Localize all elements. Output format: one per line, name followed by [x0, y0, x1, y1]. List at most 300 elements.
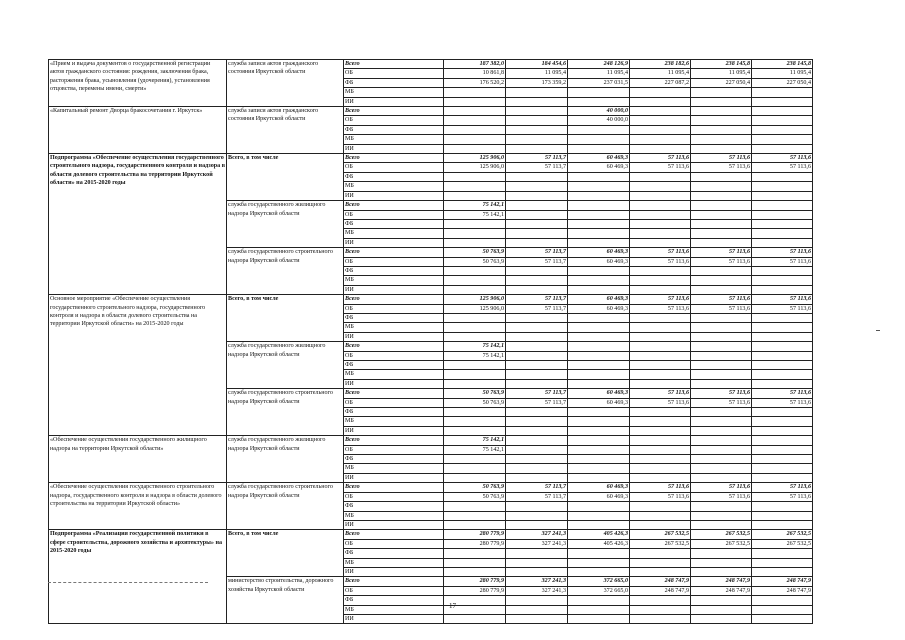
funding-source-cell: ФБ [344, 408, 444, 417]
amount-cell [568, 361, 630, 370]
amount-cell [444, 313, 506, 322]
program-name-cell: Основное мероприятие «Обеспечение осуществления государственного строительного надзора, государственного контроля и надзора в области долевого строительства на территории Иркутской области» на 2015-2020 годы [49, 295, 227, 436]
amount-cell [506, 116, 568, 125]
amount-cell [506, 520, 568, 529]
amount-cell: 280 779,9 [444, 530, 506, 539]
funding-source-cell: ИИ [344, 144, 444, 153]
funding-source-cell: ОБ [344, 257, 444, 266]
funding-source-cell: МБ [344, 323, 444, 332]
amount-cell [691, 379, 752, 388]
amount-cell [752, 210, 813, 219]
amount-cell [630, 370, 691, 379]
amount-cell [630, 558, 691, 567]
amount-cell: 125 906,0 [444, 154, 506, 163]
amount-cell [752, 351, 813, 360]
amount-cell [752, 229, 813, 238]
funding-source-cell: ФБ [344, 266, 444, 275]
amount-cell [568, 125, 630, 134]
amount-cell [506, 464, 568, 473]
edge-mark [876, 330, 880, 331]
amount-cell [444, 567, 506, 576]
amount-cell [444, 455, 506, 464]
amount-cell: 57 113,6 [691, 492, 752, 501]
amount-cell: 125 906,0 [444, 163, 506, 172]
amount-cell [630, 379, 691, 388]
amount-cell: 60 469,3 [568, 163, 630, 172]
amount-cell [630, 285, 691, 294]
amount-cell: 57 113,7 [506, 257, 568, 266]
amount-cell: 57 113,7 [506, 295, 568, 304]
amount-cell [691, 520, 752, 529]
amount-cell [568, 285, 630, 294]
amount-cell [691, 313, 752, 322]
amount-cell: 267 532,5 [630, 530, 691, 539]
amount-cell [568, 473, 630, 482]
amount-cell [444, 276, 506, 285]
funding-source-cell: ИИ [344, 97, 444, 106]
funding-source-cell: Всего [344, 436, 444, 445]
executor-cell: служба государственного жилищного надзора Иркутской области [227, 201, 344, 248]
amount-cell [630, 210, 691, 219]
table-row [49, 483, 813, 492]
amount-cell: 227 087,2 [630, 78, 691, 87]
amount-cell [506, 351, 568, 360]
amount-cell: 75 142,1 [444, 210, 506, 219]
amount-cell [506, 107, 568, 116]
funding-source-cell: ОБ [344, 539, 444, 548]
amount-cell [568, 426, 630, 435]
amount-cell [630, 107, 691, 116]
amount-cell [691, 614, 752, 623]
funding-source-cell: ФБ [344, 219, 444, 228]
executor-cell: служба государственного жилищного надзора Иркутской области [227, 436, 344, 483]
funding-source-cell: МБ [344, 88, 444, 97]
amount-cell: 57 113,7 [506, 398, 568, 407]
amount-cell [752, 285, 813, 294]
amount-cell [506, 238, 568, 247]
table-row [49, 60, 813, 69]
amount-cell [506, 210, 568, 219]
amount-cell: 57 113,6 [691, 389, 752, 398]
amount-cell [752, 238, 813, 247]
amount-cell: 57 113,6 [691, 483, 752, 492]
amount-cell [630, 445, 691, 454]
executor-cell: Всего, в том числе [227, 295, 344, 342]
amount-cell [691, 370, 752, 379]
amount-cell [568, 558, 630, 567]
funding-source-cell: ФБ [344, 455, 444, 464]
amount-cell: 267 532,5 [752, 530, 813, 539]
amount-cell: 57 113,6 [752, 304, 813, 313]
executor-cell: министерство строительства, дорожного хозяйства Иркутской области [227, 577, 344, 624]
amount-cell: 57 113,6 [630, 389, 691, 398]
funding-source-cell: Всего [344, 483, 444, 492]
amount-cell: 173 359,2 [506, 78, 568, 87]
amount-cell [630, 502, 691, 511]
funding-source-cell: Всего [344, 248, 444, 257]
amount-cell [691, 172, 752, 181]
amount-cell [568, 313, 630, 322]
funding-source-cell: ФБ [344, 596, 444, 605]
amount-cell [506, 436, 568, 445]
amount-cell [630, 332, 691, 341]
amount-cell: 57 113,6 [630, 295, 691, 304]
amount-cell [630, 97, 691, 106]
amount-cell [444, 464, 506, 473]
amount-cell [691, 502, 752, 511]
amount-cell: 50 763,9 [444, 483, 506, 492]
amount-cell [444, 144, 506, 153]
funding-source-cell: ОБ [344, 210, 444, 219]
executor-cell: служба записи актов гражданского состояния Иркутской области [227, 60, 344, 107]
amount-cell [506, 426, 568, 435]
amount-cell [630, 182, 691, 191]
amount-cell: 57 113,6 [630, 304, 691, 313]
amount-cell [752, 323, 813, 332]
amount-cell [568, 266, 630, 275]
amount-cell [691, 210, 752, 219]
amount-cell [444, 125, 506, 134]
funding-source-cell: МБ [344, 558, 444, 567]
amount-cell [630, 116, 691, 125]
amount-cell: 267 532,5 [691, 539, 752, 548]
program-name-cell: «Капитальный ремонт Дворца бракосочетания г. Иркутск» [49, 107, 227, 154]
amount-cell [752, 332, 813, 341]
amount-cell [506, 455, 568, 464]
amount-cell [506, 417, 568, 426]
funding-source-cell: ОБ [344, 398, 444, 407]
amount-cell [752, 276, 813, 285]
funding-source-cell: ФБ [344, 549, 444, 558]
amount-cell [568, 455, 630, 464]
amount-cell [691, 191, 752, 200]
amount-cell [506, 97, 568, 106]
amount-cell: 237 031,5 [568, 78, 630, 87]
funding-source-cell: ФБ [344, 361, 444, 370]
amount-cell [444, 520, 506, 529]
amount-cell [444, 229, 506, 238]
amount-cell [691, 219, 752, 228]
amount-cell [691, 229, 752, 238]
amount-cell: 248 126,9 [568, 60, 630, 69]
amount-cell [506, 342, 568, 351]
amount-cell [752, 445, 813, 454]
amount-cell [568, 379, 630, 388]
funding-source-cell: Всего [344, 530, 444, 539]
amount-cell [752, 88, 813, 97]
dashed-footer-line [48, 582, 208, 583]
funding-source-cell: МБ [344, 605, 444, 614]
amount-cell [630, 144, 691, 153]
amount-cell [568, 97, 630, 106]
funding-source-cell: Всего [344, 389, 444, 398]
amount-cell [444, 379, 506, 388]
amount-cell [752, 614, 813, 623]
amount-cell: 267 532,5 [691, 530, 752, 539]
amount-cell [630, 464, 691, 473]
amount-cell [444, 549, 506, 558]
amount-cell [752, 520, 813, 529]
amount-cell [691, 285, 752, 294]
amount-cell [568, 323, 630, 332]
amount-cell: 60 469,3 [568, 304, 630, 313]
amount-cell [444, 323, 506, 332]
amount-cell [752, 502, 813, 511]
amount-cell [444, 285, 506, 294]
funding-source-cell: ФБ [344, 502, 444, 511]
amount-cell [444, 191, 506, 200]
amount-cell [752, 436, 813, 445]
amount-cell [506, 332, 568, 341]
amount-cell: 60 469,3 [568, 154, 630, 163]
amount-cell [568, 520, 630, 529]
amount-cell: 75 142,1 [444, 445, 506, 454]
amount-cell [630, 313, 691, 322]
amount-cell: 75 142,1 [444, 351, 506, 360]
amount-cell [444, 97, 506, 106]
amount-cell [506, 191, 568, 200]
amount-cell [506, 266, 568, 275]
amount-cell [506, 502, 568, 511]
amount-cell [444, 182, 506, 191]
amount-cell: 238 145,8 [752, 60, 813, 69]
amount-cell [444, 361, 506, 370]
amount-cell [691, 125, 752, 134]
amount-cell [444, 116, 506, 125]
amount-cell: 280 779,9 [444, 539, 506, 548]
amount-cell [568, 464, 630, 473]
amount-cell [691, 276, 752, 285]
amount-cell: 327 241,3 [506, 539, 568, 548]
funding-source-cell: ИИ [344, 520, 444, 529]
amount-cell [630, 229, 691, 238]
amount-cell [752, 361, 813, 370]
amount-cell [506, 558, 568, 567]
funding-source-cell: ФБ [344, 313, 444, 322]
funding-source-cell: МБ [344, 182, 444, 191]
amount-cell [568, 342, 630, 351]
amount-cell [630, 323, 691, 332]
funding-source-cell: ОБ [344, 445, 444, 454]
amount-cell: 11 095,4 [630, 69, 691, 78]
amount-cell [752, 97, 813, 106]
table-row [49, 154, 813, 163]
amount-cell [444, 266, 506, 275]
amount-cell [444, 370, 506, 379]
amount-cell: 57 113,6 [752, 257, 813, 266]
amount-cell: 405 426,3 [568, 530, 630, 539]
amount-cell [691, 182, 752, 191]
amount-cell [752, 511, 813, 520]
amount-cell: 57 113,6 [630, 257, 691, 266]
funding-source-cell: ИИ [344, 238, 444, 247]
amount-cell [506, 172, 568, 181]
amount-cell [752, 567, 813, 576]
amount-cell: 57 113,7 [506, 154, 568, 163]
amount-cell [568, 567, 630, 576]
executor-cell: служба записи актов гражданского состояния Иркутской области [227, 107, 344, 154]
amount-cell [506, 361, 568, 370]
amount-cell [568, 276, 630, 285]
amount-cell: 57 113,6 [752, 154, 813, 163]
funding-source-cell: МБ [344, 135, 444, 144]
program-name-cell: «Прием и выдача документов о государственной регистрации актов гражданского состояния: рождения, заключения брака, расторжения брака, усыновления (удочерения), установления отцовства, перемены имени, смерти» [49, 60, 227, 107]
amount-cell: 50 763,9 [444, 492, 506, 501]
amount-cell: 57 113,6 [691, 154, 752, 163]
amount-cell [752, 473, 813, 482]
amount-cell [752, 313, 813, 322]
amount-cell [444, 219, 506, 228]
amount-cell: 57 113,6 [691, 304, 752, 313]
funding-source-cell: ИИ [344, 285, 444, 294]
amount-cell [506, 88, 568, 97]
amount-cell [691, 323, 752, 332]
amount-cell [506, 511, 568, 520]
amount-cell [568, 172, 630, 181]
amount-cell [752, 135, 813, 144]
amount-cell: 57 113,6 [752, 492, 813, 501]
funding-source-cell: МБ [344, 370, 444, 379]
executor-cell: служба государственного жилищного надзора Иркутской области [227, 342, 344, 389]
amount-cell [691, 88, 752, 97]
amount-cell: 75 142,1 [444, 436, 506, 445]
amount-cell [691, 361, 752, 370]
amount-cell [691, 342, 752, 351]
amount-cell [568, 417, 630, 426]
funding-source-cell: ИИ [344, 473, 444, 482]
funding-source-cell: МБ [344, 229, 444, 238]
amount-cell [630, 201, 691, 210]
amount-cell [568, 201, 630, 210]
amount-cell [752, 464, 813, 473]
amount-cell [630, 520, 691, 529]
amount-cell: 57 113,6 [752, 163, 813, 172]
amount-cell [752, 125, 813, 134]
amount-cell: 11 095,4 [568, 69, 630, 78]
funding-source-cell: Всего [344, 60, 444, 69]
funding-source-cell: ОБ [344, 163, 444, 172]
amount-cell: 50 763,9 [444, 248, 506, 257]
amount-cell: 248 747,9 [630, 577, 691, 586]
amount-cell [444, 558, 506, 567]
amount-cell: 57 113,6 [752, 295, 813, 304]
amount-cell: 57 113,6 [691, 398, 752, 407]
amount-cell [568, 502, 630, 511]
amount-cell: 50 763,9 [444, 389, 506, 398]
amount-cell [444, 511, 506, 520]
amount-cell [691, 558, 752, 567]
funding-source-cell: ОБ [344, 116, 444, 125]
funding-source-cell: МБ [344, 417, 444, 426]
amount-cell [568, 219, 630, 228]
amount-cell [444, 172, 506, 181]
amount-cell: 57 113,6 [630, 483, 691, 492]
amount-cell [630, 125, 691, 134]
executor-cell: служба государственного строительного надзора Иркутской области [227, 389, 344, 436]
amount-cell [444, 135, 506, 144]
amount-cell: 57 113,6 [630, 154, 691, 163]
amount-cell: 248 747,9 [752, 577, 813, 586]
amount-cell [444, 502, 506, 511]
amount-cell [752, 549, 813, 558]
amount-cell [691, 511, 752, 520]
table-row [49, 530, 813, 539]
amount-cell [506, 135, 568, 144]
amount-cell [568, 511, 630, 520]
amount-cell: 11 095,4 [691, 69, 752, 78]
amount-cell [506, 182, 568, 191]
amount-cell: 60 469,3 [568, 389, 630, 398]
amount-cell [630, 473, 691, 482]
amount-cell: 11 095,4 [752, 69, 813, 78]
program-name-cell: Подпрограмма «Обеспечение осуществления государственного строительного надзора, государственного контроля и надзора в области долевого строительства на территории Иркутской области» на 2015-2020 годы [49, 154, 227, 295]
executor-cell: Всего, в том числе [227, 530, 344, 577]
amount-cell [752, 144, 813, 153]
amount-cell: 327 241,3 [506, 530, 568, 539]
amount-cell [506, 445, 568, 454]
amount-cell [691, 464, 752, 473]
amount-cell [630, 614, 691, 623]
funding-source-cell: МБ [344, 511, 444, 520]
amount-cell [752, 417, 813, 426]
amount-cell [630, 172, 691, 181]
amount-cell [506, 473, 568, 482]
amount-cell: 125 906,0 [444, 295, 506, 304]
amount-cell [568, 408, 630, 417]
funding-source-cell: ОБ [344, 586, 444, 595]
funding-source-cell: ОБ [344, 69, 444, 78]
amount-cell [752, 342, 813, 351]
amount-cell [752, 266, 813, 275]
amount-cell [691, 455, 752, 464]
amount-cell [752, 379, 813, 388]
amount-cell: 57 113,6 [630, 163, 691, 172]
funding-source-cell: ОБ [344, 492, 444, 501]
funding-source-cell: Всего [344, 154, 444, 163]
program-name-cell: «Обеспечение осуществления государственного жилищного надзора на территории Иркутской области» [49, 436, 227, 483]
amount-cell [752, 116, 813, 125]
amount-cell [444, 426, 506, 435]
table-row [49, 107, 813, 116]
amount-cell: 267 532,5 [630, 539, 691, 548]
amount-cell [691, 144, 752, 153]
amount-cell [752, 408, 813, 417]
amount-cell [752, 219, 813, 228]
amount-cell [568, 238, 630, 247]
amount-cell: 248 747,9 [630, 586, 691, 595]
amount-cell: 248 747,9 [691, 586, 752, 595]
page-number: 17 [449, 602, 456, 610]
amount-cell: 40 000,0 [568, 116, 630, 125]
amount-cell [691, 135, 752, 144]
program-name-cell: Подпрограмма «Реализация государственной политики в сфере строительства, дорожного хозяйства и архитектуры» на 2015-2020 годы [49, 530, 227, 624]
amount-cell [506, 614, 568, 623]
funding-source-cell: ИИ [344, 614, 444, 623]
amount-cell [752, 191, 813, 200]
funding-source-cell: ИИ [344, 426, 444, 435]
amount-cell: 57 113,6 [630, 248, 691, 257]
amount-cell [568, 549, 630, 558]
amount-cell: 327 241,3 [506, 586, 568, 595]
amount-cell [630, 266, 691, 275]
amount-cell [630, 351, 691, 360]
amount-cell [752, 172, 813, 181]
funding-source-cell: ИИ [344, 191, 444, 200]
amount-cell [630, 549, 691, 558]
amount-cell [568, 370, 630, 379]
amount-cell [444, 88, 506, 97]
amount-cell [568, 144, 630, 153]
